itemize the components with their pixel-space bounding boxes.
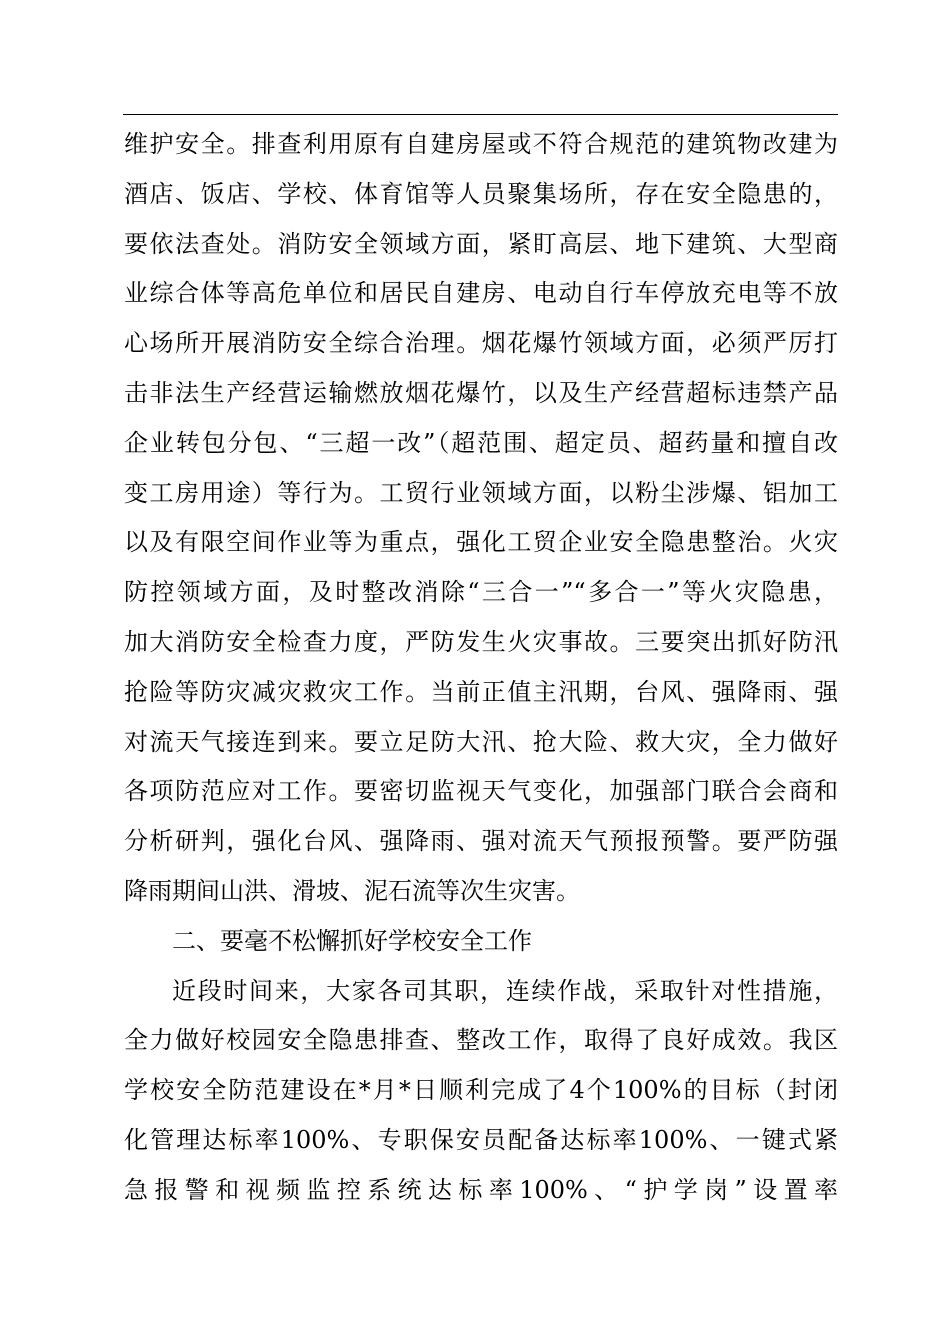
text-line: 化管理达标率100%、专职保安员配备达标率100%、一键式紧 — [124, 1125, 838, 1154]
text-line: 全力做好校园安全隐患排查、整改工作，取得了良好成效。我区 — [124, 1026, 838, 1055]
text-line: 要依法查处。消防安全领域方面，紧盯高层、地下建筑、大型商 — [124, 229, 838, 258]
text-line: 变工房用途）等行为。工贸行业领域方面，以粉尘涉爆、铝加工 — [124, 478, 838, 507]
text-line: 以及有限空间作业等为重点，强化工贸企业安全隐患整治。火灾 — [124, 528, 838, 557]
text-line: 维护安全。排查利用原有自建房屋或不符合规范的建筑物改建为 — [124, 130, 838, 158]
text-line: 抢险等防灾减灾救灾工作。当前正值主汛期，台风、强降雨、强 — [124, 677, 838, 706]
body-text — [124, 120, 838, 1216]
text-line: 业综合体等高危单位和居民自建房、电动自行车停放充电等不放 — [124, 279, 838, 308]
text-line: 分析研判，强化台风、强降雨、强对流天气预报预警。要严防强 — [124, 827, 838, 856]
text-line: 击非法生产经营运输燃放烟花爆竹，以及生产经营超标违禁产品 — [124, 378, 838, 407]
section-heading: 二、要毫不松懈抓好学校安全工作 — [172, 926, 532, 955]
paragraph-end-line: 降雨期间山洪、滑坡、泥石流等次生灾害。 — [124, 876, 580, 905]
header-rule — [123, 114, 838, 115]
text-line: 防控领域方面，及时整改消除“三合一”“多合一”等火灾隐患， — [124, 578, 838, 607]
text-line: 加大消防安全检查力度，严防发生火灾事故。三要突出抓好防汛 — [124, 627, 838, 656]
text-line: 企业转包分包、“三超一改”（超范围、超定员、超药量和擅自改 — [124, 428, 838, 457]
text-line: 学校安全防范建设在*月*日顺利完成了4个100%的目标（封闭 — [124, 1076, 838, 1105]
text-line: 对流天气接连到来。要立足防大汛、抢大险、救大灾，全力做好 — [124, 727, 838, 756]
text-line: 酒店、饭店、学校、体育馆等人员聚集场所，存在安全隐患的， — [124, 179, 838, 208]
text-line: 各项防范应对工作。要密切监视天气变化，加强部门联合会商和 — [124, 777, 838, 806]
paragraph-first-line: 近段时间来，大家各司其职，连续作战，采取针对性措施， — [172, 976, 838, 1005]
text-line: 急报警和视频监控系统达标率100%、“护学岗”设置率 — [124, 1175, 838, 1204]
text-line: 心场所开展消防安全综合治理。烟花爆竹领域方面，必须严厉打 — [124, 329, 838, 358]
